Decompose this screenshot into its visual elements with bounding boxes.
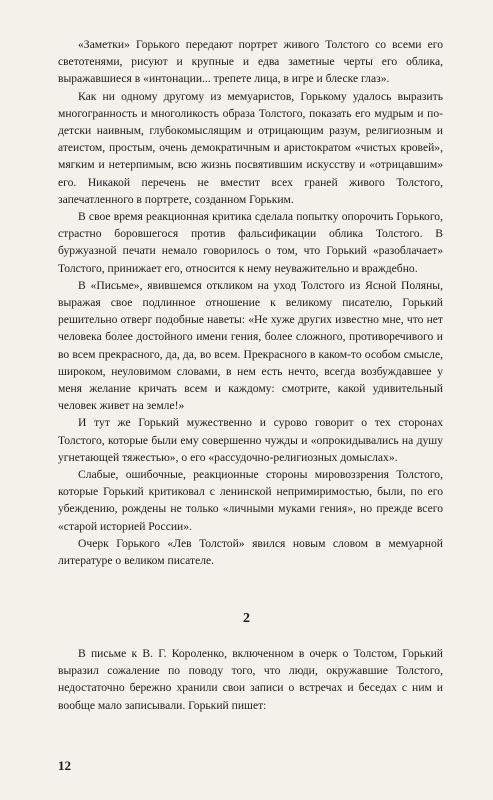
section-number: 2 xyxy=(243,611,250,626)
paragraph: В письме к В. Г. Короленко, включенном в очерк о Толстом, Горький выразил сожаление по поводу того, что люди, окружавшие Толстого, недостаточно бережно хранили свои записи о встречах и беседах с ним и вообще мало записывали. Горький пишет: xyxy=(58,647,443,712)
paragraph: Очерк Горького «Лев Толстой» явился новым словом в мемуарной литературе о великом писателе. xyxy=(58,536,443,568)
paragraph: В свое время реакционная критика сделала попытку опорочить Горького, страстно боровшегося против фальсификации облика Толстого. В буржуазной печати немало говорилось о том, что Горький «разоблачает» Толстого, принижает его, относится к нему неуважительно и враждебно. xyxy=(58,210,443,275)
paragraph: В «Письме», явившемся откликом на уход Толстого из Ясной Поляны, выражая свое подлинное отношение к великому писателю, Горький решительно отверг подобные наветы: «Не хуже других известно мне, что нет человека более достойного имени гения, более сложного, противоречивого и во всем прекрасного, да, да, во всем. Прекрасного в каком-то особом смысле, широком, неуловимом словами, в нем есть нечто, всегда возбуждавшее у меня желание кричать всем и каждому: смотрите, какой удивительный человек живет на земле!» xyxy=(58,278,443,413)
paragraph: Слабые, ошибочные, реакционные стороны мировоззрения Толстого, которые Горький критиковал с ленинской непримиримостью, были, по его убеждению, рождены не только «личными муками гения», но прежде всего «старой историей России». xyxy=(58,468,443,533)
paragraph: Как ни одному другому из мемуаристов, Горькому удалось выразить многогранность и многоликость образа Толстого, показать его мудрым и по-детски наивным, глубокомыслящим и отрицающим разум, религиозным и атеистом, простым, очень демократичным и аристократом «чистых кровей», мягким и нетерпимым, всю жизнь посвятившим искусству и «отрицавшим» его. Никакой перечень не вместит всех граней живого Толстого, запечатленного в портрете, созданном Горьким. xyxy=(58,89,443,206)
paragraph: И тут же Горький мужественно и сурово говорит о тех сторонах Толстого, которые были ему совершенно чужды и «опрокидывались на душу угнетающей тяжестью», о его «рассудочно-религиозных домыслах». xyxy=(58,416,443,464)
main-text xyxy=(58,36,443,569)
section-text xyxy=(58,645,443,714)
page-number: 12 xyxy=(58,758,71,773)
paragraph: «Заметки» Горького передают портрет живого Толстого со всеми его светотенями, рисуют и крупные и едва заметные черты его облика, выражавшиеся в «интонации... трепете лица, в игре и блеске глаз». xyxy=(58,38,443,86)
